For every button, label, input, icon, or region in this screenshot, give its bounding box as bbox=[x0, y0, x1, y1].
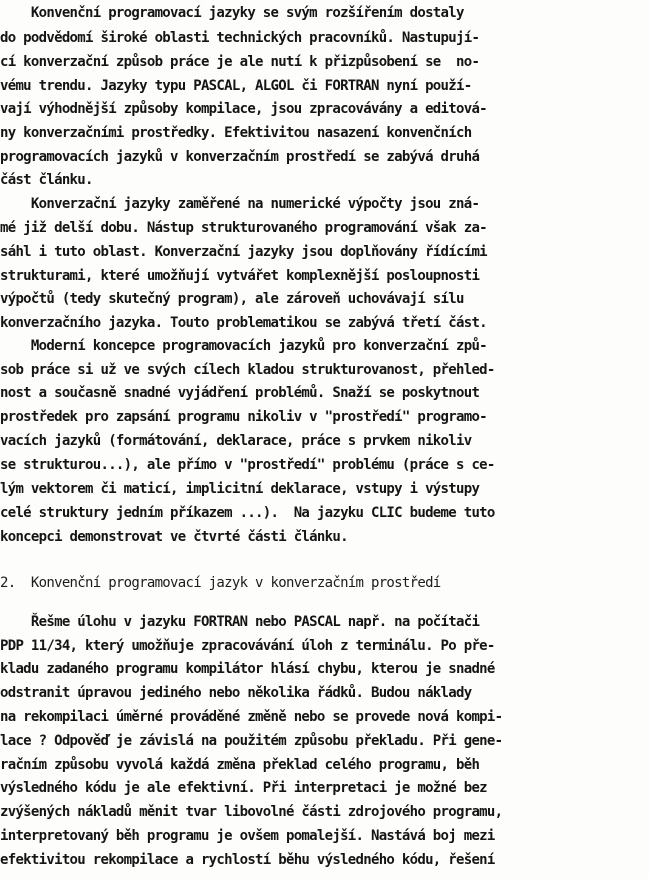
text-line: celé struktury jedním příkazem ...). Na jazyku CLIC budeme tuto bbox=[0, 505, 495, 521]
text-line: lým vektorem či maticí, implicitní deklarace, vstupy i výstupy bbox=[0, 481, 480, 497]
text-line: nost a současně snadné vyjádření problémů. Snaží se poskytnout bbox=[0, 385, 480, 401]
text-line: cí konverzační způsob práce je ale nutí k přizpůsobení se no- bbox=[0, 54, 480, 70]
text-line: vému trendu. Jazyky typu PASCAL, ALGOL či FORTRAN nyní použí- bbox=[0, 78, 472, 94]
section-heading: 2. Konvenční programovací jazyk v konverzačním prostředí bbox=[0, 575, 441, 591]
text-line: lace ? Odpověď je závislá na použitém způsobu překladu. Při gene- bbox=[0, 733, 503, 749]
text-line: zvýšených nákladů měnit tvar libovolné části zdrojového programu, bbox=[0, 804, 503, 820]
text-line: PDP 11/34, který umožňuje zpracovávání úloh z terminálu. Po pře- bbox=[0, 638, 495, 654]
text-line: odstranit úpravou jediného nebo několika řádků. Budou náklady bbox=[0, 685, 472, 701]
text-line: vacích jazyků (formátování, deklarace, práce s prvkem nikoliv bbox=[0, 433, 472, 449]
text-line: Moderní koncepce programovacích jazyků pro konverzační způ- bbox=[0, 338, 487, 354]
text-line: vají výhodnější způsoby kompilace, jsou zpracovávány a editová- bbox=[0, 101, 487, 117]
text-line: výsledného kódu je ale efektivní. Při interpretaci je možné bez bbox=[0, 780, 487, 796]
text-line: na rekompilaci úměrné prováděné změně nebo se provede nová kompi- bbox=[0, 709, 503, 725]
text-line: interpretovaný běh programu je ovšem pomalejší. Nastává boj mezi bbox=[0, 828, 495, 844]
text-line: koncepci demonstrovat ve čtvrté části článku. bbox=[0, 529, 348, 545]
text-line: do podvědomí široké oblasti technických pracovníků. Nastupují- bbox=[0, 30, 480, 46]
text-line: Konvenční programovací jazyky se svým rozšířením dostaly bbox=[0, 5, 464, 21]
text-line: část článku. bbox=[0, 172, 93, 188]
text-line: Konverzační jazyky zaměřené na numerické výpočty jsou zná- bbox=[0, 196, 480, 212]
text-line: ny konverzačními prostředky. Efektivitou nasazení konvenčních bbox=[0, 125, 472, 141]
text-line: výpočtů (tedy skutečný program), ale zároveň uchovávají sílu bbox=[0, 291, 464, 307]
text-line: mé již delší dobu. Nástup strukturovaného programování však za- bbox=[0, 220, 487, 236]
text-line: sob práce si už ve svých cílech kladou strukturovanost, přehled- bbox=[0, 362, 495, 378]
text-line: račním způsobu vyvolá každá změna překlad celého programu, běh bbox=[0, 757, 480, 773]
text-line: sáhl i tuto oblast. Konverzační jazyky jsou doplňovány řídícími bbox=[0, 244, 487, 260]
text-line: prostředek pro zapsání programu nikoliv v "prostředí" programo- bbox=[0, 409, 487, 425]
text-line: Řešme úlohu v jazyku FORTRAN nebo PASCAL např. na počítači bbox=[0, 614, 480, 630]
text-line: efektivitou rekompilace a rychlostí běhu výsledného kódu, řešení bbox=[0, 852, 495, 868]
text-line: konverzačního jazyka. Touto problematikou se zabývá třetí část. bbox=[0, 315, 487, 331]
text-line: kladu zadaného programu kompilátor hlásí chybu, kterou je snadné bbox=[0, 661, 495, 677]
text-line: programovacích jazyků v konverzačním prostředí se zabývá druhá bbox=[0, 149, 480, 165]
text-line: se strukturou...), ale přímo v "prostředí" problému (práce s ce- bbox=[0, 457, 495, 473]
text-line: strukturami, které umožňují vytvářet komplexnější posloupnosti bbox=[0, 268, 480, 284]
